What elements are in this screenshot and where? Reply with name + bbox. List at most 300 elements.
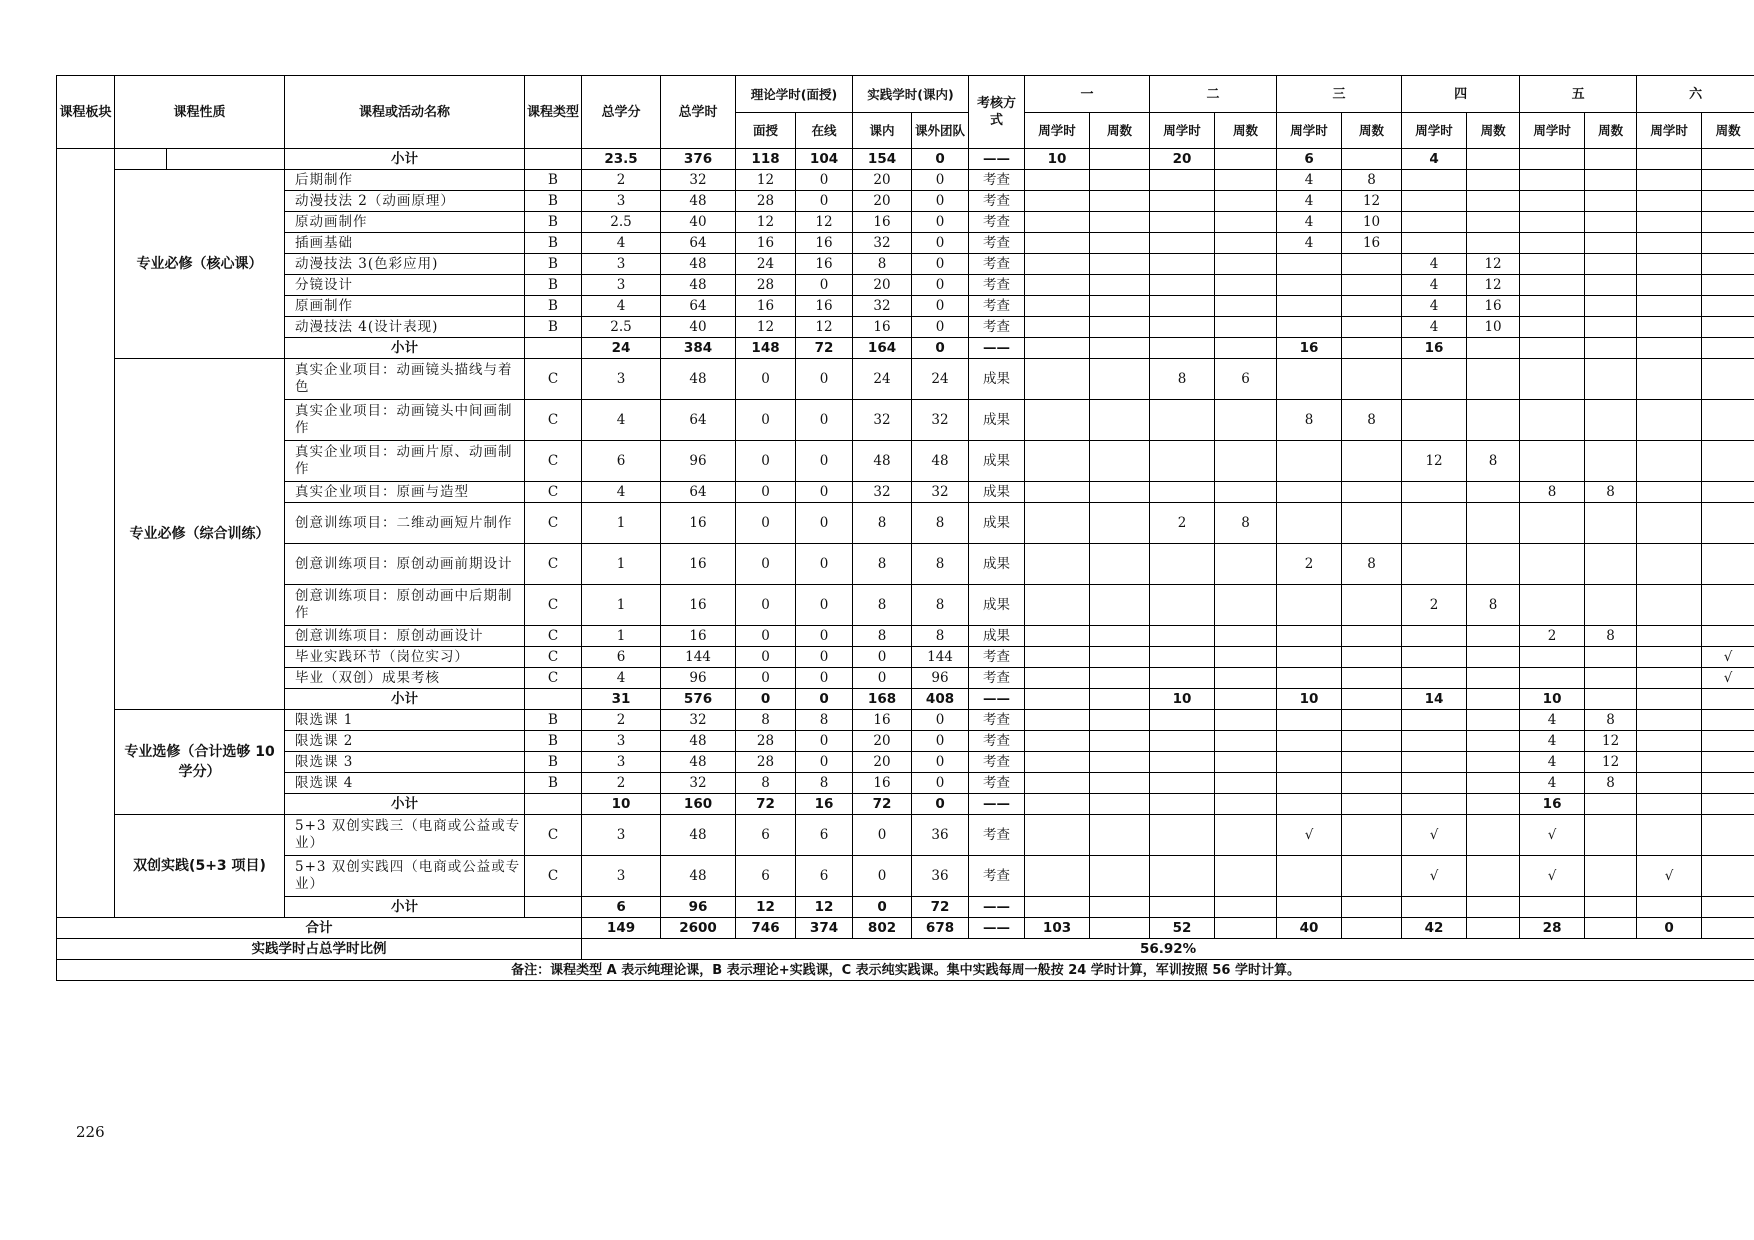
course-value: [1520, 585, 1585, 626]
course-value: 12: [796, 317, 853, 338]
course-value: 20: [853, 191, 912, 212]
course-value: [1467, 626, 1520, 647]
course-value: 4: [582, 668, 661, 689]
course-value: [1025, 815, 1090, 856]
course-value: [1025, 647, 1090, 668]
course-value: 考查: [969, 212, 1025, 233]
header-course-nature: 课程性质: [115, 76, 285, 149]
course-row: [57, 626, 1754, 647]
course-value: 8: [736, 773, 796, 794]
course-value: 4: [582, 296, 661, 317]
subtotal-value: [1637, 689, 1702, 710]
course-value: 20: [853, 752, 912, 773]
subtotal-value: [1342, 149, 1402, 170]
course-row: [57, 170, 1754, 191]
course-value: [1025, 585, 1090, 626]
subtotal-value: 20: [1150, 149, 1215, 170]
course-value: 0: [796, 668, 853, 689]
course-value: 0: [736, 441, 796, 482]
subtotal-value: 376: [661, 149, 736, 170]
subtotal-value: [1702, 689, 1754, 710]
total-value: [1467, 918, 1520, 939]
course-value: [1702, 710, 1754, 731]
course-value: [1585, 503, 1637, 544]
subtotal-value: [1585, 897, 1637, 918]
course-value: [1467, 544, 1520, 585]
course-value: [1520, 296, 1585, 317]
course-value: 32: [853, 296, 912, 317]
course-value: 48: [661, 254, 736, 275]
course-value: [1637, 233, 1702, 254]
course-value: [1637, 773, 1702, 794]
subtotal-value: 72: [796, 338, 853, 359]
course-value: 16: [1467, 296, 1520, 317]
course-value: 32: [853, 482, 912, 503]
course-value: 16: [661, 585, 736, 626]
course-value: 12: [1585, 731, 1637, 752]
course-value: [1215, 191, 1277, 212]
subtotal-value: 24: [582, 338, 661, 359]
course-value: C: [525, 544, 582, 585]
course-value: [1637, 441, 1702, 482]
course-value: [1277, 585, 1342, 626]
course-name: 真实企业项目：原画与造型: [285, 482, 525, 503]
subtotal-value: [1520, 149, 1585, 170]
subtotal-value: [1342, 689, 1402, 710]
empty-cell: [525, 689, 582, 710]
course-value: [1277, 773, 1342, 794]
course-name: 原画制作: [285, 296, 525, 317]
course-value: 16: [661, 503, 736, 544]
total-value: [1702, 918, 1754, 939]
course-value: [1402, 170, 1467, 191]
course-value: 3: [582, 275, 661, 296]
course-value: 0: [736, 668, 796, 689]
course-value: [1215, 773, 1277, 794]
course-value: [1090, 191, 1150, 212]
course-value: [1090, 170, 1150, 191]
subtotal-value: [1215, 794, 1277, 815]
course-value: [1637, 710, 1702, 731]
course-value: 0: [912, 212, 969, 233]
course-value: 24: [912, 359, 969, 400]
course-value: [1342, 359, 1402, 400]
subtotal-value: 0: [912, 794, 969, 815]
subtotal-value: [1702, 897, 1754, 918]
course-row: [57, 585, 1754, 626]
course-value: 0: [912, 296, 969, 317]
course-value: [1585, 296, 1637, 317]
course-value: [1402, 647, 1467, 668]
course-value: [1637, 317, 1702, 338]
subtotal-value: 0: [912, 149, 969, 170]
course-value: [1702, 585, 1754, 626]
course-value: [1585, 359, 1637, 400]
course-value: [1520, 503, 1585, 544]
course-value: 0: [736, 626, 796, 647]
course-value: 0: [796, 626, 853, 647]
course-value: [1467, 856, 1520, 897]
course-value: [1585, 191, 1637, 212]
course-value: C: [525, 585, 582, 626]
course-value: [1215, 585, 1277, 626]
total-label: 合计: [57, 918, 582, 939]
course-value: [1702, 317, 1754, 338]
course-value: [1025, 668, 1090, 689]
course-value: [1585, 317, 1637, 338]
subtotal-value: 0: [736, 689, 796, 710]
course-row: [57, 359, 1754, 400]
subtotal-value: 72: [912, 897, 969, 918]
course-value: 4: [1402, 275, 1467, 296]
header-weekly-hours: 周学时: [1637, 113, 1702, 149]
course-value: [1090, 503, 1150, 544]
course-value: [1520, 317, 1585, 338]
subtotal-value: ——: [969, 149, 1025, 170]
course-nature-elective: 专业选修（合计选够 10 学分）: [115, 710, 285, 815]
course-value: [1090, 254, 1150, 275]
subtotal-value: [1215, 689, 1277, 710]
course-value: 2: [1402, 585, 1467, 626]
course-value: [1342, 752, 1402, 773]
course-value: [1025, 731, 1090, 752]
course-value: 6: [582, 441, 661, 482]
subtotal-value: [1150, 794, 1215, 815]
course-value: [1342, 441, 1402, 482]
course-value: [1520, 275, 1585, 296]
course-value: B: [525, 317, 582, 338]
subtotal-value: [1090, 338, 1150, 359]
subtotal-value: [1342, 794, 1402, 815]
course-row: [57, 856, 1754, 897]
course-value: [1702, 191, 1754, 212]
course-row: [57, 731, 1754, 752]
header-semester-5: 五: [1520, 76, 1637, 113]
course-value: [1702, 856, 1754, 897]
course-value: 考查: [969, 773, 1025, 794]
course-value: [1277, 503, 1342, 544]
course-name: 插画基础: [285, 233, 525, 254]
subtotal-value: 4: [1402, 149, 1467, 170]
course-value: [1150, 254, 1215, 275]
course-value: [1585, 856, 1637, 897]
course-value: 考查: [969, 856, 1025, 897]
course-value: 6: [736, 856, 796, 897]
course-value: [1702, 254, 1754, 275]
course-value: [1090, 752, 1150, 773]
course-value: C: [525, 647, 582, 668]
subtotal-value: [1215, 149, 1277, 170]
subtotal-row: [57, 794, 1754, 815]
course-row: [57, 191, 1754, 212]
course-value: 40: [661, 317, 736, 338]
course-value: [1702, 626, 1754, 647]
course-value: 0: [912, 752, 969, 773]
course-value: [1215, 815, 1277, 856]
course-value: 成果: [969, 585, 1025, 626]
course-value: 144: [661, 647, 736, 668]
course-value: 12: [1402, 441, 1467, 482]
course-value: 考查: [969, 170, 1025, 191]
course-value: [1402, 212, 1467, 233]
course-value: [1150, 400, 1215, 441]
subtotal-value: 72: [736, 794, 796, 815]
course-value: [1025, 752, 1090, 773]
subtotal-row: [57, 689, 1754, 710]
course-value: [1090, 482, 1150, 503]
course-value: [1467, 170, 1520, 191]
course-value: B: [525, 191, 582, 212]
course-value: [1520, 233, 1585, 254]
course-value: [1467, 815, 1520, 856]
course-name: 限选课 2: [285, 731, 525, 752]
course-value: [1215, 233, 1277, 254]
subtotal-value: 12: [736, 897, 796, 918]
course-value: [1090, 773, 1150, 794]
course-value: [1215, 212, 1277, 233]
course-value: [1215, 731, 1277, 752]
subtotal-value: [1150, 897, 1215, 918]
course-value: [1402, 731, 1467, 752]
course-value: [1277, 710, 1342, 731]
course-name: 5+3 双创实践三（电商或公益或专业）: [285, 815, 525, 856]
course-value: 2: [1520, 626, 1585, 647]
course-value: [1402, 503, 1467, 544]
course-name: 毕业（双创）成果考核: [285, 668, 525, 689]
course-value: [1637, 585, 1702, 626]
subtotal-value: [1637, 338, 1702, 359]
course-value: [1402, 482, 1467, 503]
subtotal-value: 10: [1025, 149, 1090, 170]
course-value: [1467, 710, 1520, 731]
course-value: 32: [912, 482, 969, 503]
practice-ratio-value: 56.92%: [582, 939, 1754, 960]
course-value: 成果: [969, 626, 1025, 647]
course-value: 12: [1585, 752, 1637, 773]
course-value: 48: [661, 815, 736, 856]
subtotal-value: [1467, 897, 1520, 918]
course-value: 0: [796, 191, 853, 212]
course-name: 分镜设计: [285, 275, 525, 296]
course-value: C: [525, 668, 582, 689]
course-value: 64: [661, 296, 736, 317]
course-value: [1637, 544, 1702, 585]
course-value: 96: [661, 668, 736, 689]
course-value: [1637, 400, 1702, 441]
subtotal-value: [1402, 794, 1467, 815]
course-value: 0: [912, 317, 969, 338]
course-value: [1637, 626, 1702, 647]
subtotal-value: [1025, 897, 1090, 918]
course-value: √: [1702, 647, 1754, 668]
subtotal-value: [1402, 897, 1467, 918]
course-value: [1090, 296, 1150, 317]
course-value: 0: [853, 668, 912, 689]
course-value: [1277, 668, 1342, 689]
course-value: 0: [853, 647, 912, 668]
total-value: [1342, 918, 1402, 939]
course-value: [1585, 254, 1637, 275]
course-value: [1702, 359, 1754, 400]
course-value: 4: [1277, 212, 1342, 233]
course-row: [57, 400, 1754, 441]
course-value: 3: [582, 752, 661, 773]
course-value: 6: [1215, 359, 1277, 400]
course-value: [1215, 296, 1277, 317]
course-value: [1215, 441, 1277, 482]
course-value: 4: [1277, 170, 1342, 191]
course-value: 0: [736, 503, 796, 544]
subtotal-value: ——: [969, 897, 1025, 918]
header-course-type: 课程类型: [525, 76, 582, 149]
course-value: 20: [853, 731, 912, 752]
course-value: [1702, 400, 1754, 441]
course-value: [1150, 170, 1215, 191]
course-value: 8: [1585, 773, 1637, 794]
course-name: 限选课 3: [285, 752, 525, 773]
course-value: [1637, 482, 1702, 503]
course-value: [1342, 773, 1402, 794]
course-value: [1342, 503, 1402, 544]
course-value: [1342, 647, 1402, 668]
course-value: √: [1520, 856, 1585, 897]
course-value: 64: [661, 400, 736, 441]
course-value: 8: [1342, 170, 1402, 191]
course-value: 考查: [969, 233, 1025, 254]
course-value: [1277, 275, 1342, 296]
course-value: C: [525, 482, 582, 503]
course-value: [1090, 626, 1150, 647]
course-row: [57, 773, 1754, 794]
course-value: [1467, 668, 1520, 689]
course-value: 6: [796, 815, 853, 856]
course-value: 12: [1467, 254, 1520, 275]
course-value: 4: [1277, 233, 1342, 254]
course-value: 16: [661, 626, 736, 647]
subtotal-value: 10: [1277, 689, 1342, 710]
course-value: 8: [912, 544, 969, 585]
subtotal-value: 14: [1402, 689, 1467, 710]
course-value: [1402, 752, 1467, 773]
header-online: 在线: [796, 113, 853, 149]
total-value: 746: [736, 918, 796, 939]
course-value: 4: [582, 482, 661, 503]
course-value: [1342, 317, 1402, 338]
course-value: 0: [796, 482, 853, 503]
subtotal-value: 31: [582, 689, 661, 710]
course-value: [1637, 359, 1702, 400]
course-value: 考查: [969, 191, 1025, 212]
total-value: 52: [1150, 918, 1215, 939]
course-value: 12: [736, 170, 796, 191]
course-value: 48: [661, 275, 736, 296]
total-value: ——: [969, 918, 1025, 939]
course-value: [1702, 731, 1754, 752]
course-value: [1637, 212, 1702, 233]
subtotal-value: 72: [853, 794, 912, 815]
course-value: 20: [853, 170, 912, 191]
header-weeks: 周数: [1090, 113, 1150, 149]
course-value: 8: [853, 544, 912, 585]
course-value: [1150, 626, 1215, 647]
course-value: [1090, 815, 1150, 856]
course-name: 创意训练项目：原创动画设计: [285, 626, 525, 647]
course-value: B: [525, 233, 582, 254]
course-value: 0: [796, 585, 853, 626]
subtotal-value: [1637, 794, 1702, 815]
course-value: [1342, 254, 1402, 275]
header-total-hours: 总学时: [661, 76, 736, 149]
header-total-credits: 总学分: [582, 76, 661, 149]
course-value: [1025, 212, 1090, 233]
course-block-cell: [57, 149, 115, 918]
course-value: 8: [1585, 626, 1637, 647]
course-value: [1402, 191, 1467, 212]
course-value: [1150, 212, 1215, 233]
subtotal-label: 小计: [285, 149, 525, 170]
course-value: [1150, 668, 1215, 689]
course-value: [1467, 233, 1520, 254]
subtotal-label: 小计: [285, 338, 525, 359]
course-value: [1090, 585, 1150, 626]
course-value: [1520, 170, 1585, 191]
course-value: 4: [1520, 752, 1585, 773]
course-value: 36: [912, 856, 969, 897]
course-value: [1090, 544, 1150, 585]
course-value: [1467, 647, 1520, 668]
course-value: 考查: [969, 254, 1025, 275]
course-value: [1215, 626, 1277, 647]
course-value: 32: [912, 400, 969, 441]
course-value: [1702, 503, 1754, 544]
course-value: 6: [736, 815, 796, 856]
course-value: 8: [1150, 359, 1215, 400]
subtotal-value: ——: [969, 689, 1025, 710]
course-value: [1090, 275, 1150, 296]
header-weeks: 周数: [1585, 113, 1637, 149]
course-name: 动漫技法 4(设计表现): [285, 317, 525, 338]
course-value: [1467, 503, 1520, 544]
subtotal-value: [1025, 338, 1090, 359]
course-value: C: [525, 359, 582, 400]
course-value: 16: [853, 773, 912, 794]
header-weeks: 周数: [1215, 113, 1277, 149]
total-value: 374: [796, 918, 853, 939]
course-row: [57, 212, 1754, 233]
course-row: [57, 296, 1754, 317]
subtotal-value: [1150, 338, 1215, 359]
course-value: B: [525, 170, 582, 191]
header-extracurricular-team: 课外团队: [912, 113, 969, 149]
page-number: 226: [76, 1123, 105, 1141]
subtotal-value: 6: [582, 897, 661, 918]
course-value: 4: [1520, 773, 1585, 794]
course-value: [1150, 233, 1215, 254]
course-value: [1277, 856, 1342, 897]
header-weeks: 周数: [1342, 113, 1402, 149]
subtotal-value: 576: [661, 689, 736, 710]
course-value: [1215, 710, 1277, 731]
subtotal-value: 118: [736, 149, 796, 170]
course-row: [57, 710, 1754, 731]
course-value: 2: [582, 170, 661, 191]
course-value: [1467, 359, 1520, 400]
course-row: [57, 441, 1754, 482]
course-value: [1520, 668, 1585, 689]
course-value: [1025, 773, 1090, 794]
course-value: B: [525, 254, 582, 275]
course-value: 48: [661, 191, 736, 212]
